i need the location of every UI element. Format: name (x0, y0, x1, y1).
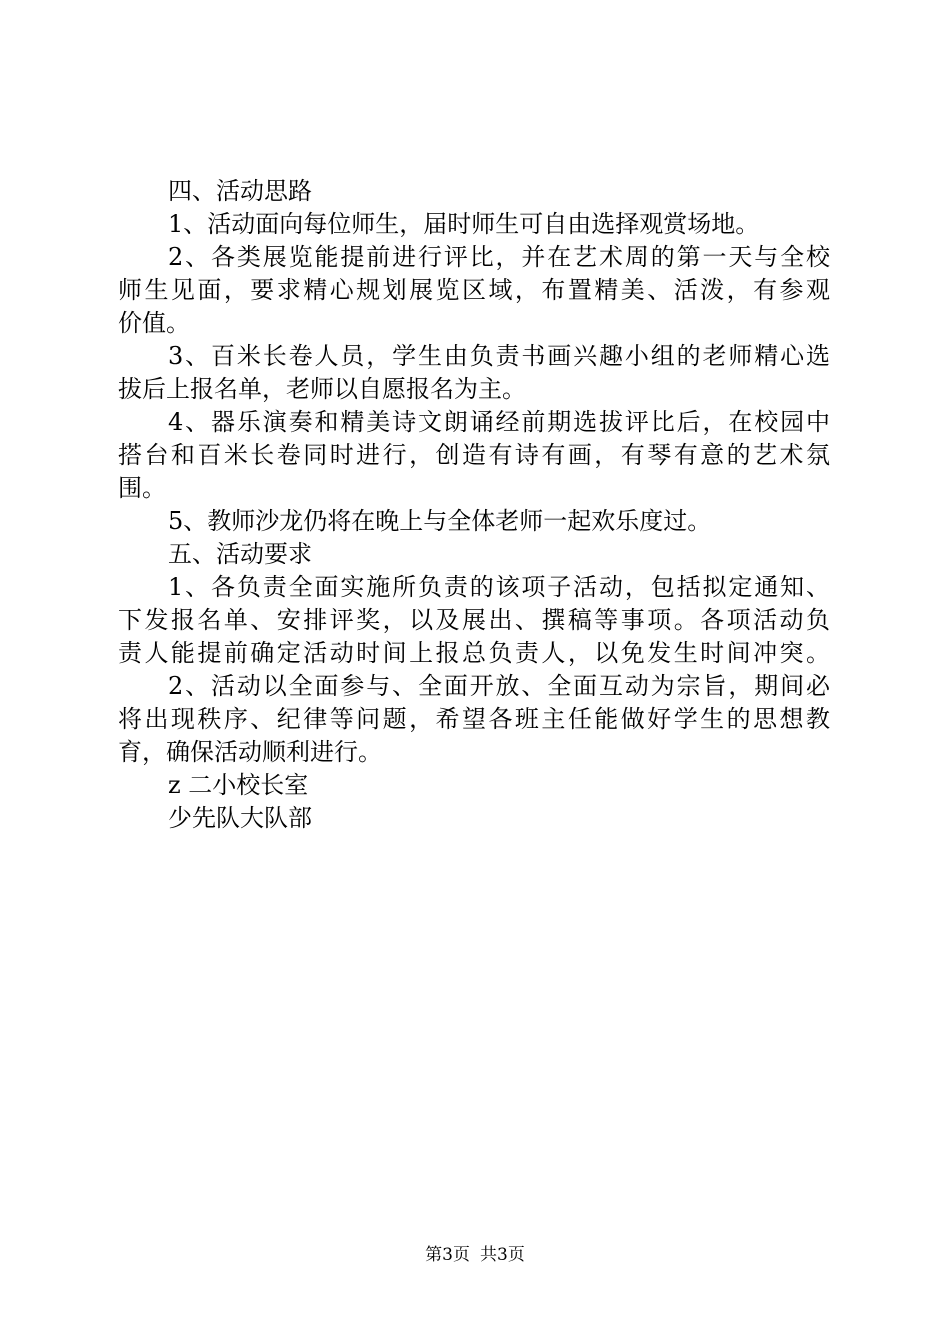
paragraph-line: 将出现秩序、纪律等问题，希望各班主任能做好学生的思想教 (118, 705, 830, 733)
paragraph-line: 1、各负责全面实施所负责的该项子活动，包括拟定通知、 (168, 573, 830, 601)
paragraph-line: 1、活动面向每位师生，届时师生可自由选择观赏场地。 (168, 210, 760, 238)
paragraph-line: 5、教师沙龙仍将在晚上与全体老师一起欢乐度过。 (168, 507, 712, 535)
section-heading-4: 四、活动思路 (168, 177, 312, 205)
document-body (118, 175, 830, 835)
page-number: 第3页 (425, 1245, 470, 1265)
paragraph-line: 育，确保活动顺利进行。 (118, 738, 382, 766)
paragraph-line: 师生见面，要求精心规划展览区域，布置精美、活泼，有参观 (118, 276, 830, 304)
paragraph-line: 2、活动以全面参与、全面开放、全面互动为宗旨，期间必 (168, 672, 830, 700)
paragraph-line: 搭台和百米长卷同时进行，创造有诗有画，有琴有意的艺术氛 (118, 441, 830, 469)
page-total: 共3页 (480, 1245, 525, 1265)
page-footer (0, 1245, 950, 1265)
paragraph-line: 下发报名单、安排评奖，以及展出、撰稿等事项。各项活动负 (118, 606, 830, 634)
paragraph-line: 拔后上报名单，老师以自愿报名为主。 (118, 375, 526, 403)
paragraph-line: 责人能提前确定活动时间上报总负责人，以免发生时间冲突。 (118, 639, 830, 667)
paragraph-line: 4、器乐演奏和精美诗文朗诵经前期选拔评比后，在校园中 (168, 408, 830, 436)
paragraph-line: 3、百米长卷人员，学生由负责书画兴趣小组的老师精心选 (168, 342, 830, 370)
signature-office: z 二小校长室 (168, 771, 309, 799)
signature-brigade: 少先队大队部 (168, 804, 312, 832)
section-heading-5: 五、活动要求 (168, 540, 312, 568)
paragraph-line: 价值。 (118, 309, 190, 337)
paragraph-line: 2、各类展览能提前进行评比，并在艺术周的第一天与全校 (168, 243, 830, 271)
paragraph-line: 围。 (118, 474, 166, 502)
